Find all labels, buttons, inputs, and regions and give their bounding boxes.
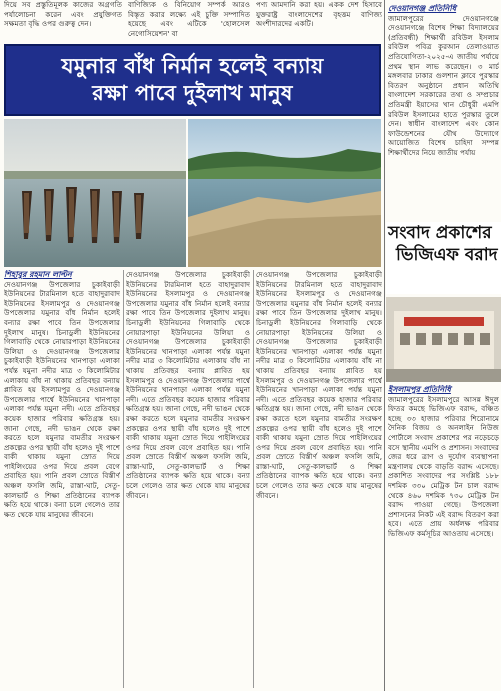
river-boats-photo bbox=[4, 119, 186, 267]
top-strip-col-2: বাণিজ্যিক ও বিনিয়োগ সম্পর্ক আরও বিস্তৃত করার লক্ষ্যে এই চুক্তি সম্পাদিত হয়েছে এবং এটিকে 'হোলসেল নেগোসিয়েশন' বা bbox=[128, 0, 250, 38]
right-top-story bbox=[388, 4, 499, 218]
top-strip-col-3: পণ্য আমদানি করা হয়। একক দেশ হিসাবে যুক্তরাষ্ট্র বাংলাদেশের বৃহত্তম বাণিজ্য অংশীদারদের একটি। bbox=[256, 0, 382, 29]
article-body-1: দেওয়ানগঞ্জ উপজেলার চুকাইবাড়ী ইউনিয়নের টারমিনাল হতে বাহাদুরাবাদ ইউনিয়নের ইসলামপুর ও দেওয়ানগঞ্জ উপজেলার যমুনার বাঁধ নির্মান হলেই বন্যার রক্ষা পাবে তিন উপজেলার দুইলাখ মানুষ। চিনাডুলী ইউনিয়নের গিলাবাড়ি থেকে নোয়ারপাড়া ইউনিয়নের উলিয়া ও দেওয়ানগঞ্জ উপজেলার চুকাইবাড়ী ইউনিয়নের খানপাড়া এলাকা পর্যন্ত যমুনা নদীর মাত্র ৩ কিলোমিটার এলাকায় বাঁধ না থাকায় প্রতিবছর বন্যায় প্লাবিত হয় ইসলামপুর ও দেওয়ানগঞ্জ উপজেলার পার্শ্বে ইউনিয়নের খানপাড়া এলাকা পর্যন্ত যমুনা নদী। এতে প্রতিবছর কয়েক হাজার পরিবার ক্ষতিগ্রস্ত হয়। জানা গেছে, নদী ভাঙন থেকে রক্ষা করতে হলে যমুনার বামতীর সংরক্ষণ প্রকল্পের ওপর স্থায়ী বাঁধ হলেও দুই পাশে বাকী থাকায় যমুনা স্রোত দিয়ে পাইলিংয়ের ওপর দিয়ে প্রবল বেগে প্রবাহিত হয়। পানি প্রবল স্রোতে বিস্তীর্ণ অঞ্চল ফসলি জমি, রাস্তা-ঘাট, সেতু-কালভার্ট ও শিক্ষা প্রতিষ্ঠানের ব্যাপক ক্ষতি হয়ে থাকে। বন্যা চলে গেলেও তার ক্ষত থেকে যায় মানুষের জীবনে। bbox=[4, 279, 120, 519]
riverbank-photo bbox=[188, 119, 381, 267]
right-bottom-text: জামালপুরের ইসলামপুরে আসন্ন ঈদুল ফিতর কমছে ভিজিএফ বরাদ্দ, বঞ্চিত হচ্ছে ৩৩ হাজার পরিবার শিরোনামে দৈনিক বিজয় ও অনলাইন নিউজ পোর্টালে সংবাদ প্রকাশের পর নড়েচড়ে বসে স্থানীয় এমপি ও প্রশাসন। সংবাদের জের ধরে ত্রাণ ও দুর্যোগ ব্যবস্থাপনা মন্ত্রণালয় থেকে বাড়তি বরাদ্দ এসেছে। প্রকাশিত সংবাদের পর সংশ্লিষ্ট ১৮৮ দশমিক ৩৩০ মেট্রিক টন চাল বরাদ্দ থেকে ৪৬০ দশমিক ৭৩০ মেট্রিক টন বরাদ্দ পাওয়া গেছে। উপজেলা প্রশাসনের নিকট এই বরাদ্দ বিতরণ করা হবে। এতে প্রায় অর্ধলক্ষ পরিবার ভিজিএফ কর্মসূচির আওতায় এসেছে। bbox=[388, 394, 499, 538]
article-byline: শিহাবুর রহমান লাল্টন bbox=[4, 270, 72, 279]
office-building-photo bbox=[386, 297, 501, 382]
right-bottom-byline: ইসলামপুর প্রতিনিধি bbox=[388, 385, 451, 394]
right-bottom-story bbox=[388, 385, 499, 688]
right-top-byline: দেওয়ানগঞ্জ প্রতিনিধি bbox=[388, 4, 457, 13]
banner-line-1: সংবাদ প্রকাশের bbox=[388, 223, 492, 243]
right-top-text: জামালপুরের দেওয়ানগঞ্জে দেওয়ানগঞ্জে বিশেষ শিক্ষা বিদ্যালয়ের (প্রতিবন্ধী) শিক্ষার্থী রবিউল ইসলাম রবিউল পবিত্র কুরআন তেলাওয়াত প্রতিযোগিতা-২০২৫-এ জাতীয় পর্যায়ে প্রথম স্থান লাভ করেছেন। ৩ মার্চ মঙ্গলবার ঢাকার গুলশান ক্লাবে পুরস্কার বিতরণ অনুষ্ঠানে প্রধান অতিথি বাংলাদেশ সরকারের তথ্য ও সম্প্রচার প্রতিমন্ত্রী ইয়াসের খান চৌধুরী এমপি রবিউল ইসলামের হাতে পুরস্কার তুলে দেন। স্বাধীন বাংলাদেশ এবং কোন ফাউন্ডেশনের যৌথ উদ্যোগে আয়োজিত বিশেষ চাহিদা সম্পন্ন শিক্ষার্থীদের নিয়ে জাতীয় পর্যায় bbox=[388, 13, 499, 157]
top-strip-col-1: দিয়ে সব প্রস্তুতিমূলক কাজের অগ্রগতি পর্যালোচনা করেন এবং প্রযুক্তিগত সক্ষমতা বৃদ্ধি ওপর গুরুত্ব দেন। bbox=[4, 0, 122, 29]
article-body-2: দেওয়ানগঞ্জ উপজেলার চুকাইবাড়ী ইউনিয়নের টারমিনাল হতে বাহাদুরাবাদ ইউনিয়নের ইসলামপুর ও দেওয়ানগঞ্জ উপজেলার যমুনার বাঁধ নির্মান হলেই বন্যার রক্ষা পাবে তিন উপজেলার দুইলাখ মানুষ। চিনাডুলী ইউনিয়নের গিলাবাড়ি থেকে নোয়ারপাড়া ইউনিয়নের উলিয়া ও দেওয়ানগঞ্জ উপজেলার চুকাইবাড়ী ইউনিয়নের খানপাড়া এলাকা পর্যন্ত যমুনা নদীর মাত্র ৩ কিলোমিটার এলাকায় বাঁধ না থাকায় প্রতিবছর বন্যায় প্লাবিত হয় ইসলামপুর ও দেওয়ানগঞ্জ উপজেলার পার্শ্বে ইউনিয়নের খানপাড়া এলাকা পর্যন্ত যমুনা নদী। এতে প্রতিবছর কয়েক হাজার পরিবার ক্ষতিগ্রস্ত হয়। জানা গেছে, নদী ভাঙন থেকে রক্ষা করতে হলে যমুনার বামতীর সংরক্ষণ প্রকল্পের ওপর স্থায়ী বাঁধ হলেও দুই পাশে বাকী থাকায় যমুনা স্রোত দিয়ে পাইলিংয়ের ওপর দিয়ে প্রবল বেগে প্রবাহিত হয়। পানি প্রবল স্রোতে বিস্তীর্ণ অঞ্চল ফসলি জমি, রাস্তা-ঘাট, সেতু-কালভার্ট ও শিক্ষা প্রতিষ্ঠানের ব্যাপক ক্ষতি হয়ে থাকে। বন্যা চলে গেলেও তার ক্ষত থেকে যায় মানুষের জীবনে। bbox=[126, 270, 250, 500]
banner-line-2: ভিজিএফ বরাদ bbox=[396, 245, 498, 265]
top-continuation-strip bbox=[0, 0, 385, 42]
headline-line-1: যমুনার বাঁধ নির্মান হলেই বন্যায় bbox=[61, 54, 324, 78]
article-col-1 bbox=[4, 270, 120, 688]
article-col-2 bbox=[126, 270, 250, 688]
headline-box bbox=[4, 44, 381, 116]
article-col-3 bbox=[256, 270, 382, 688]
right-banner-headline bbox=[386, 222, 501, 294]
article-body-3: দেওয়ানগঞ্জ উপজেলার চুকাইবাড়ী ইউনিয়নের টারমিনাল হতে বাহাদুরাবাদ ইউনিয়নের ইসলামপুর ও দেওয়ানগঞ্জ উপজেলার যমুনার বাঁধ নির্মান হলেই বন্যার রক্ষা পাবে তিন উপজেলার দুইলাখ মানুষ। চিনাডুলী ইউনিয়নের গিলাবাড়ি থেকে নোয়ারপাড়া ইউনিয়নের উলিয়া ও দেওয়ানগঞ্জ উপজেলার চুকাইবাড়ী ইউনিয়নের খানপাড়া এলাকা পর্যন্ত যমুনা নদীর মাত্র ৩ কিলোমিটার এলাকায় বাঁধ না থাকায় প্রতিবছর বন্যায় প্লাবিত হয় ইসলামপুর ও দেওয়ানগঞ্জ উপজেলার পার্শ্বে ইউনিয়নের খানপাড়া এলাকা পর্যন্ত যমুনা নদী। এতে প্রতিবছর কয়েক হাজার পরিবার ক্ষতিগ্রস্ত হয়। জানা গেছে, নদী ভাঙন থেকে রক্ষা করতে হলে যমুনার বামতীর সংরক্ষণ প্রকল্পের ওপর স্থায়ী বাঁধ হলেও দুই পাশে বাকী থাকায় যমুনা স্রোত দিয়ে পাইলিংয়ের ওপর দিয়ে প্রবল বেগে প্রবাহিত হয়। পানি প্রবল স্রোতে বিস্তীর্ণ অঞ্চল ফসলি জমি, রাস্তা-ঘাট, সেতু-কালভার্ট ও শিক্ষা প্রতিষ্ঠানের ব্যাপক ক্ষতি হয়ে থাকে। বন্যা চলে গেলেও তার ক্ষত থেকে যায় মানুষের জীবনে। bbox=[256, 270, 382, 500]
headline-line-2: রক্ষা পাবে দুইলাখ মানুষ bbox=[92, 81, 293, 105]
